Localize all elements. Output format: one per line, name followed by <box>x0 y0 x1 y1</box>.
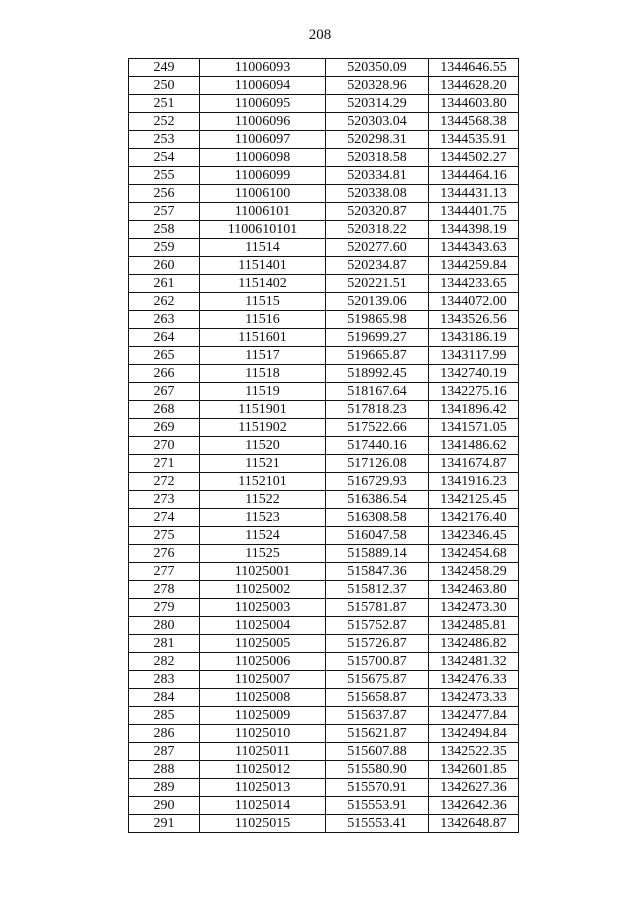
point-index-cell: 250 <box>129 77 200 95</box>
x-coordinate-cell: 517440.16 <box>326 437 429 455</box>
table-row <box>129 113 519 131</box>
point-id-cell: 1151402 <box>200 275 326 293</box>
table-row <box>129 797 519 815</box>
point-id-cell: 11025007 <box>200 671 326 689</box>
x-coordinate-cell: 516047.58 <box>326 527 429 545</box>
y-coordinate-cell: 1344646.55 <box>429 59 519 77</box>
table-row <box>129 455 519 473</box>
point-index-cell: 282 <box>129 653 200 671</box>
y-coordinate-cell: 1342477.84 <box>429 707 519 725</box>
table-row <box>129 581 519 599</box>
point-index-cell: 263 <box>129 311 200 329</box>
table-row <box>129 617 519 635</box>
point-index-cell: 261 <box>129 275 200 293</box>
point-index-cell: 249 <box>129 59 200 77</box>
x-coordinate-cell: 515570.91 <box>326 779 429 797</box>
y-coordinate-cell: 1341674.87 <box>429 455 519 473</box>
point-id-cell: 11524 <box>200 527 326 545</box>
y-coordinate-cell: 1342275.16 <box>429 383 519 401</box>
table-row <box>129 545 519 563</box>
table-row <box>129 167 519 185</box>
point-id-cell: 11516 <box>200 311 326 329</box>
point-id-cell: 11517 <box>200 347 326 365</box>
y-coordinate-cell: 1342485.81 <box>429 617 519 635</box>
x-coordinate-cell: 516308.58 <box>326 509 429 527</box>
point-id-cell: 11025006 <box>200 653 326 671</box>
x-coordinate-cell: 520320.87 <box>326 203 429 221</box>
y-coordinate-cell: 1342458.29 <box>429 563 519 581</box>
x-coordinate-cell: 515553.91 <box>326 797 429 815</box>
page-number: 208 <box>308 27 332 43</box>
table-row <box>129 329 519 347</box>
y-coordinate-cell: 1342648.87 <box>429 815 519 833</box>
x-coordinate-cell: 520221.51 <box>326 275 429 293</box>
point-index-cell: 257 <box>129 203 200 221</box>
y-coordinate-cell: 1342473.33 <box>429 689 519 707</box>
x-coordinate-cell: 520139.06 <box>326 293 429 311</box>
point-index-cell: 289 <box>129 779 200 797</box>
y-coordinate-cell: 1342473.30 <box>429 599 519 617</box>
y-coordinate-cell: 1344343.63 <box>429 239 519 257</box>
x-coordinate-cell: 517522.66 <box>326 419 429 437</box>
x-coordinate-cell: 519865.98 <box>326 311 429 329</box>
point-id-cell: 1100610101 <box>200 221 326 239</box>
table-row <box>129 743 519 761</box>
table-row <box>129 203 519 221</box>
point-index-cell: 266 <box>129 365 200 383</box>
y-coordinate-cell: 1344398.19 <box>429 221 519 239</box>
table-row <box>129 815 519 833</box>
y-coordinate-cell: 1341916.23 <box>429 473 519 491</box>
y-coordinate-cell: 1342642.36 <box>429 797 519 815</box>
point-index-cell: 260 <box>129 257 200 275</box>
point-id-cell: 11006095 <box>200 95 326 113</box>
point-id-cell: 11025012 <box>200 761 326 779</box>
table-row <box>129 779 519 797</box>
point-id-cell: 11025015 <box>200 815 326 833</box>
y-coordinate-cell: 1342481.32 <box>429 653 519 671</box>
x-coordinate-cell: 516386.54 <box>326 491 429 509</box>
y-coordinate-cell: 1344535.91 <box>429 131 519 149</box>
y-coordinate-cell: 1344603.80 <box>429 95 519 113</box>
table-row <box>129 95 519 113</box>
table-row <box>129 599 519 617</box>
point-index-cell: 276 <box>129 545 200 563</box>
table-row <box>129 689 519 707</box>
point-index-cell: 278 <box>129 581 200 599</box>
table-row <box>129 59 519 77</box>
x-coordinate-cell: 520338.08 <box>326 185 429 203</box>
table-row <box>129 365 519 383</box>
point-id-cell: 11006097 <box>200 131 326 149</box>
y-coordinate-cell: 1344259.84 <box>429 257 519 275</box>
point-index-cell: 287 <box>129 743 200 761</box>
table-row <box>129 293 519 311</box>
table-row <box>129 761 519 779</box>
y-coordinate-cell: 1342176.40 <box>429 509 519 527</box>
point-index-cell: 252 <box>129 113 200 131</box>
point-id-cell: 1151601 <box>200 329 326 347</box>
point-id-cell: 1152101 <box>200 473 326 491</box>
x-coordinate-cell: 517126.08 <box>326 455 429 473</box>
point-id-cell: 1151901 <box>200 401 326 419</box>
point-id-cell: 11025011 <box>200 743 326 761</box>
table-row <box>129 257 519 275</box>
point-index-cell: 256 <box>129 185 200 203</box>
point-index-cell: 270 <box>129 437 200 455</box>
y-coordinate-cell: 1341896.42 <box>429 401 519 419</box>
point-id-cell: 11025001 <box>200 563 326 581</box>
y-coordinate-cell: 1341571.05 <box>429 419 519 437</box>
y-coordinate-cell: 1342522.35 <box>429 743 519 761</box>
x-coordinate-cell: 518167.64 <box>326 383 429 401</box>
table-row <box>129 311 519 329</box>
x-coordinate-cell: 515675.87 <box>326 671 429 689</box>
point-index-cell: 253 <box>129 131 200 149</box>
x-coordinate-cell: 520350.09 <box>326 59 429 77</box>
y-coordinate-cell: 1344072.00 <box>429 293 519 311</box>
y-coordinate-cell: 1344628.20 <box>429 77 519 95</box>
point-id-cell: 11025009 <box>200 707 326 725</box>
x-coordinate-cell: 520328.96 <box>326 77 429 95</box>
x-coordinate-cell: 515847.36 <box>326 563 429 581</box>
point-index-cell: 280 <box>129 617 200 635</box>
y-coordinate-cell: 1342627.36 <box>429 779 519 797</box>
point-index-cell: 251 <box>129 95 200 113</box>
point-id-cell: 11525 <box>200 545 326 563</box>
table-row <box>129 653 519 671</box>
y-coordinate-cell: 1342740.19 <box>429 365 519 383</box>
point-id-cell: 11515 <box>200 293 326 311</box>
point-id-cell: 11006096 <box>200 113 326 131</box>
point-id-cell: 11522 <box>200 491 326 509</box>
table-row <box>129 347 519 365</box>
point-index-cell: 284 <box>129 689 200 707</box>
table-row <box>129 131 519 149</box>
point-id-cell: 11519 <box>200 383 326 401</box>
point-id-cell: 1151902 <box>200 419 326 437</box>
y-coordinate-cell: 1344568.38 <box>429 113 519 131</box>
x-coordinate-cell: 520314.29 <box>326 95 429 113</box>
point-index-cell: 268 <box>129 401 200 419</box>
table-row <box>129 77 519 95</box>
x-coordinate-cell: 517818.23 <box>326 401 429 419</box>
x-coordinate-cell: 518992.45 <box>326 365 429 383</box>
y-coordinate-cell: 1342454.68 <box>429 545 519 563</box>
point-index-cell: 273 <box>129 491 200 509</box>
point-id-cell: 11025013 <box>200 779 326 797</box>
table-row <box>129 401 519 419</box>
point-id-cell: 11523 <box>200 509 326 527</box>
point-index-cell: 254 <box>129 149 200 167</box>
table-row <box>129 635 519 653</box>
table-row <box>129 509 519 527</box>
x-coordinate-cell: 520277.60 <box>326 239 429 257</box>
table-row <box>129 671 519 689</box>
x-coordinate-cell: 515781.87 <box>326 599 429 617</box>
y-coordinate-cell: 1342494.84 <box>429 725 519 743</box>
point-index-cell: 281 <box>129 635 200 653</box>
table-row <box>129 527 519 545</box>
x-coordinate-cell: 520298.31 <box>326 131 429 149</box>
y-coordinate-cell: 1342486.82 <box>429 635 519 653</box>
point-index-cell: 262 <box>129 293 200 311</box>
table-row <box>129 239 519 257</box>
table-row <box>129 491 519 509</box>
y-coordinate-cell: 1341486.62 <box>429 437 519 455</box>
table-row <box>129 185 519 203</box>
point-index-cell: 259 <box>129 239 200 257</box>
point-index-cell: 285 <box>129 707 200 725</box>
point-index-cell: 267 <box>129 383 200 401</box>
x-coordinate-cell: 515889.14 <box>326 545 429 563</box>
table-row <box>129 725 519 743</box>
point-id-cell: 11006100 <box>200 185 326 203</box>
table-row <box>129 221 519 239</box>
point-id-cell: 11025008 <box>200 689 326 707</box>
table-row <box>129 473 519 491</box>
point-index-cell: 279 <box>129 599 200 617</box>
x-coordinate-cell: 520303.04 <box>326 113 429 131</box>
x-coordinate-cell: 515580.90 <box>326 761 429 779</box>
coordinates-table <box>128 58 519 833</box>
point-id-cell: 11006101 <box>200 203 326 221</box>
x-coordinate-cell: 515553.41 <box>326 815 429 833</box>
y-coordinate-cell: 1342463.80 <box>429 581 519 599</box>
y-coordinate-cell: 1342346.45 <box>429 527 519 545</box>
point-index-cell: 269 <box>129 419 200 437</box>
table-row <box>129 275 519 293</box>
table-row <box>129 707 519 725</box>
y-coordinate-cell: 1343526.56 <box>429 311 519 329</box>
point-id-cell: 11006093 <box>200 59 326 77</box>
y-coordinate-cell: 1342601.85 <box>429 761 519 779</box>
point-index-cell: 258 <box>129 221 200 239</box>
point-id-cell: 11006099 <box>200 167 326 185</box>
y-coordinate-cell: 1342476.33 <box>429 671 519 689</box>
table-row <box>129 383 519 401</box>
x-coordinate-cell: 515621.87 <box>326 725 429 743</box>
point-index-cell: 255 <box>129 167 200 185</box>
point-id-cell: 11520 <box>200 437 326 455</box>
point-id-cell: 11006098 <box>200 149 326 167</box>
x-coordinate-cell: 519665.87 <box>326 347 429 365</box>
y-coordinate-cell: 1343117.99 <box>429 347 519 365</box>
point-id-cell: 11025002 <box>200 581 326 599</box>
point-index-cell: 286 <box>129 725 200 743</box>
x-coordinate-cell: 515607.88 <box>326 743 429 761</box>
table-row <box>129 563 519 581</box>
table-row <box>129 437 519 455</box>
point-index-cell: 274 <box>129 509 200 527</box>
x-coordinate-cell: 515726.87 <box>326 635 429 653</box>
y-coordinate-cell: 1344464.16 <box>429 167 519 185</box>
point-id-cell: 11025003 <box>200 599 326 617</box>
x-coordinate-cell: 515752.87 <box>326 617 429 635</box>
x-coordinate-cell: 515700.87 <box>326 653 429 671</box>
point-index-cell: 275 <box>129 527 200 545</box>
y-coordinate-cell: 1343186.19 <box>429 329 519 347</box>
point-id-cell: 11025005 <box>200 635 326 653</box>
x-coordinate-cell: 515658.87 <box>326 689 429 707</box>
y-coordinate-cell: 1344502.27 <box>429 149 519 167</box>
x-coordinate-cell: 515812.37 <box>326 581 429 599</box>
y-coordinate-cell: 1342125.45 <box>429 491 519 509</box>
point-id-cell: 11514 <box>200 239 326 257</box>
x-coordinate-cell: 515637.87 <box>326 707 429 725</box>
point-index-cell: 291 <box>129 815 200 833</box>
y-coordinate-cell: 1344401.75 <box>429 203 519 221</box>
point-index-cell: 265 <box>129 347 200 365</box>
x-coordinate-cell: 520334.81 <box>326 167 429 185</box>
point-id-cell: 11521 <box>200 455 326 473</box>
x-coordinate-cell: 520234.87 <box>326 257 429 275</box>
x-coordinate-cell: 520318.58 <box>326 149 429 167</box>
point-index-cell: 288 <box>129 761 200 779</box>
x-coordinate-cell: 519699.27 <box>326 329 429 347</box>
y-coordinate-cell: 1344233.65 <box>429 275 519 293</box>
y-coordinate-cell: 1344431.13 <box>429 185 519 203</box>
point-id-cell: 11025014 <box>200 797 326 815</box>
point-index-cell: 290 <box>129 797 200 815</box>
point-id-cell: 1151401 <box>200 257 326 275</box>
point-id-cell: 11025004 <box>200 617 326 635</box>
x-coordinate-cell: 520318.22 <box>326 221 429 239</box>
point-index-cell: 272 <box>129 473 200 491</box>
point-index-cell: 277 <box>129 563 200 581</box>
point-index-cell: 264 <box>129 329 200 347</box>
table-row <box>129 149 519 167</box>
point-id-cell: 11518 <box>200 365 326 383</box>
table-row <box>129 419 519 437</box>
coordinates-table-body <box>129 59 519 833</box>
point-index-cell: 271 <box>129 455 200 473</box>
point-id-cell: 11025010 <box>200 725 326 743</box>
x-coordinate-cell: 516729.93 <box>326 473 429 491</box>
point-id-cell: 11006094 <box>200 77 326 95</box>
point-index-cell: 283 <box>129 671 200 689</box>
